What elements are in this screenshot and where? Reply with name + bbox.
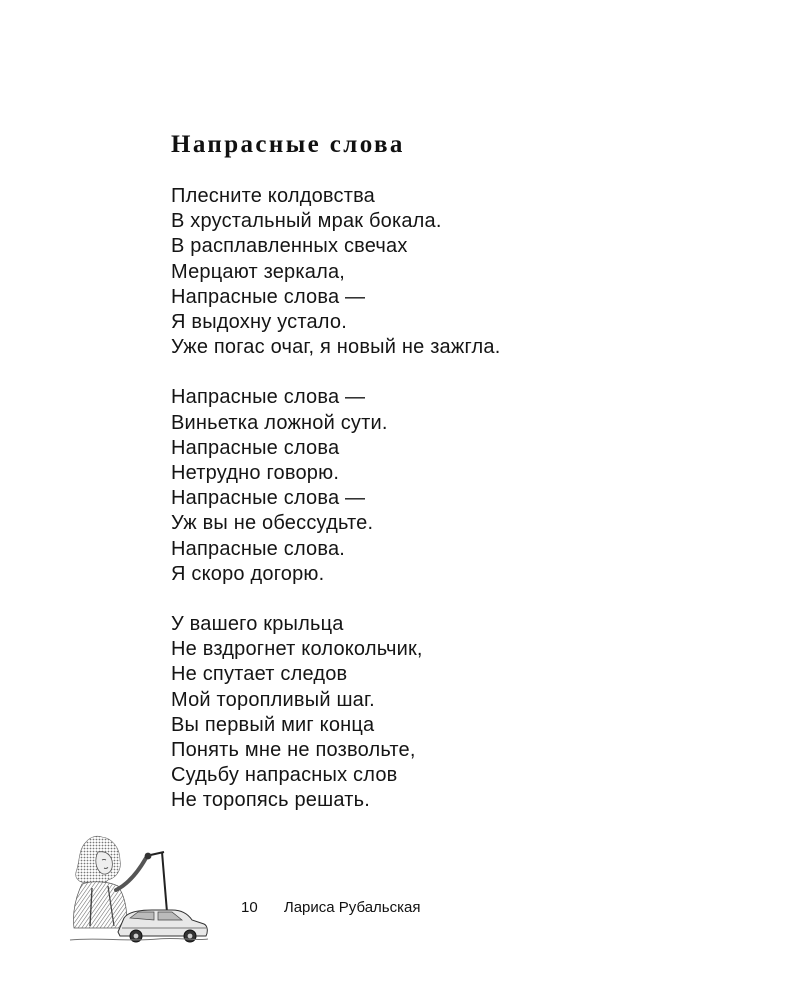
poem-line: Напрасные слова — [171,487,366,510]
poem-line: Виньетка ложной сути. [171,411,388,434]
singer-with-microphone-and-car-illustration [68,832,210,944]
poem-line: В расплавленных свечах [171,235,408,258]
poem-body [171,184,731,839]
stanza-2 [171,385,731,587]
poem-line: Не вздрогнет колокольчик, [171,638,423,661]
poem-line: Я скоро догорю. [171,562,325,585]
poem-line: Судьбу напрасных слов [171,764,398,787]
poem-line: Не торопясь решать. [171,789,370,812]
poem-line: Я выдохну устало. [171,311,347,334]
poem-line: Вы первый миг конца [171,713,375,736]
poem-line: Понять мне не позвольте, [171,739,416,762]
poem-line: Плесните колдовства [171,185,376,207]
author-name: Лариса Рубальская [283,899,421,916]
poem-line: У вашего крыльца [171,613,344,636]
poem-line: В хрустальный мрак бокала. [171,210,442,233]
stanza-3 [171,612,731,814]
poem-title: Напрасные слова [171,131,405,158]
poem-line: Нетрудно говорю. [171,462,340,485]
poem-line: Уж вы не обессудьте. [171,512,374,535]
poem-line: Уже погас очаг, я новый не зажгла. [171,336,501,359]
page-number: 10 [241,899,258,916]
poem-line: Напрасные слова. [171,537,346,560]
poem-line: Напрасные слова — [171,285,366,308]
poem-line: Напрасные слова — [171,386,366,409]
stanza-1 [171,184,731,360]
page-footer [241,898,420,918]
poem-line: Напрасные слова [171,436,340,459]
poem-line: Не спутает следов [171,663,348,686]
poem-line: Мерцают зеркала, [171,260,346,283]
poem-line: Мой торопливый шаг. [171,688,375,711]
